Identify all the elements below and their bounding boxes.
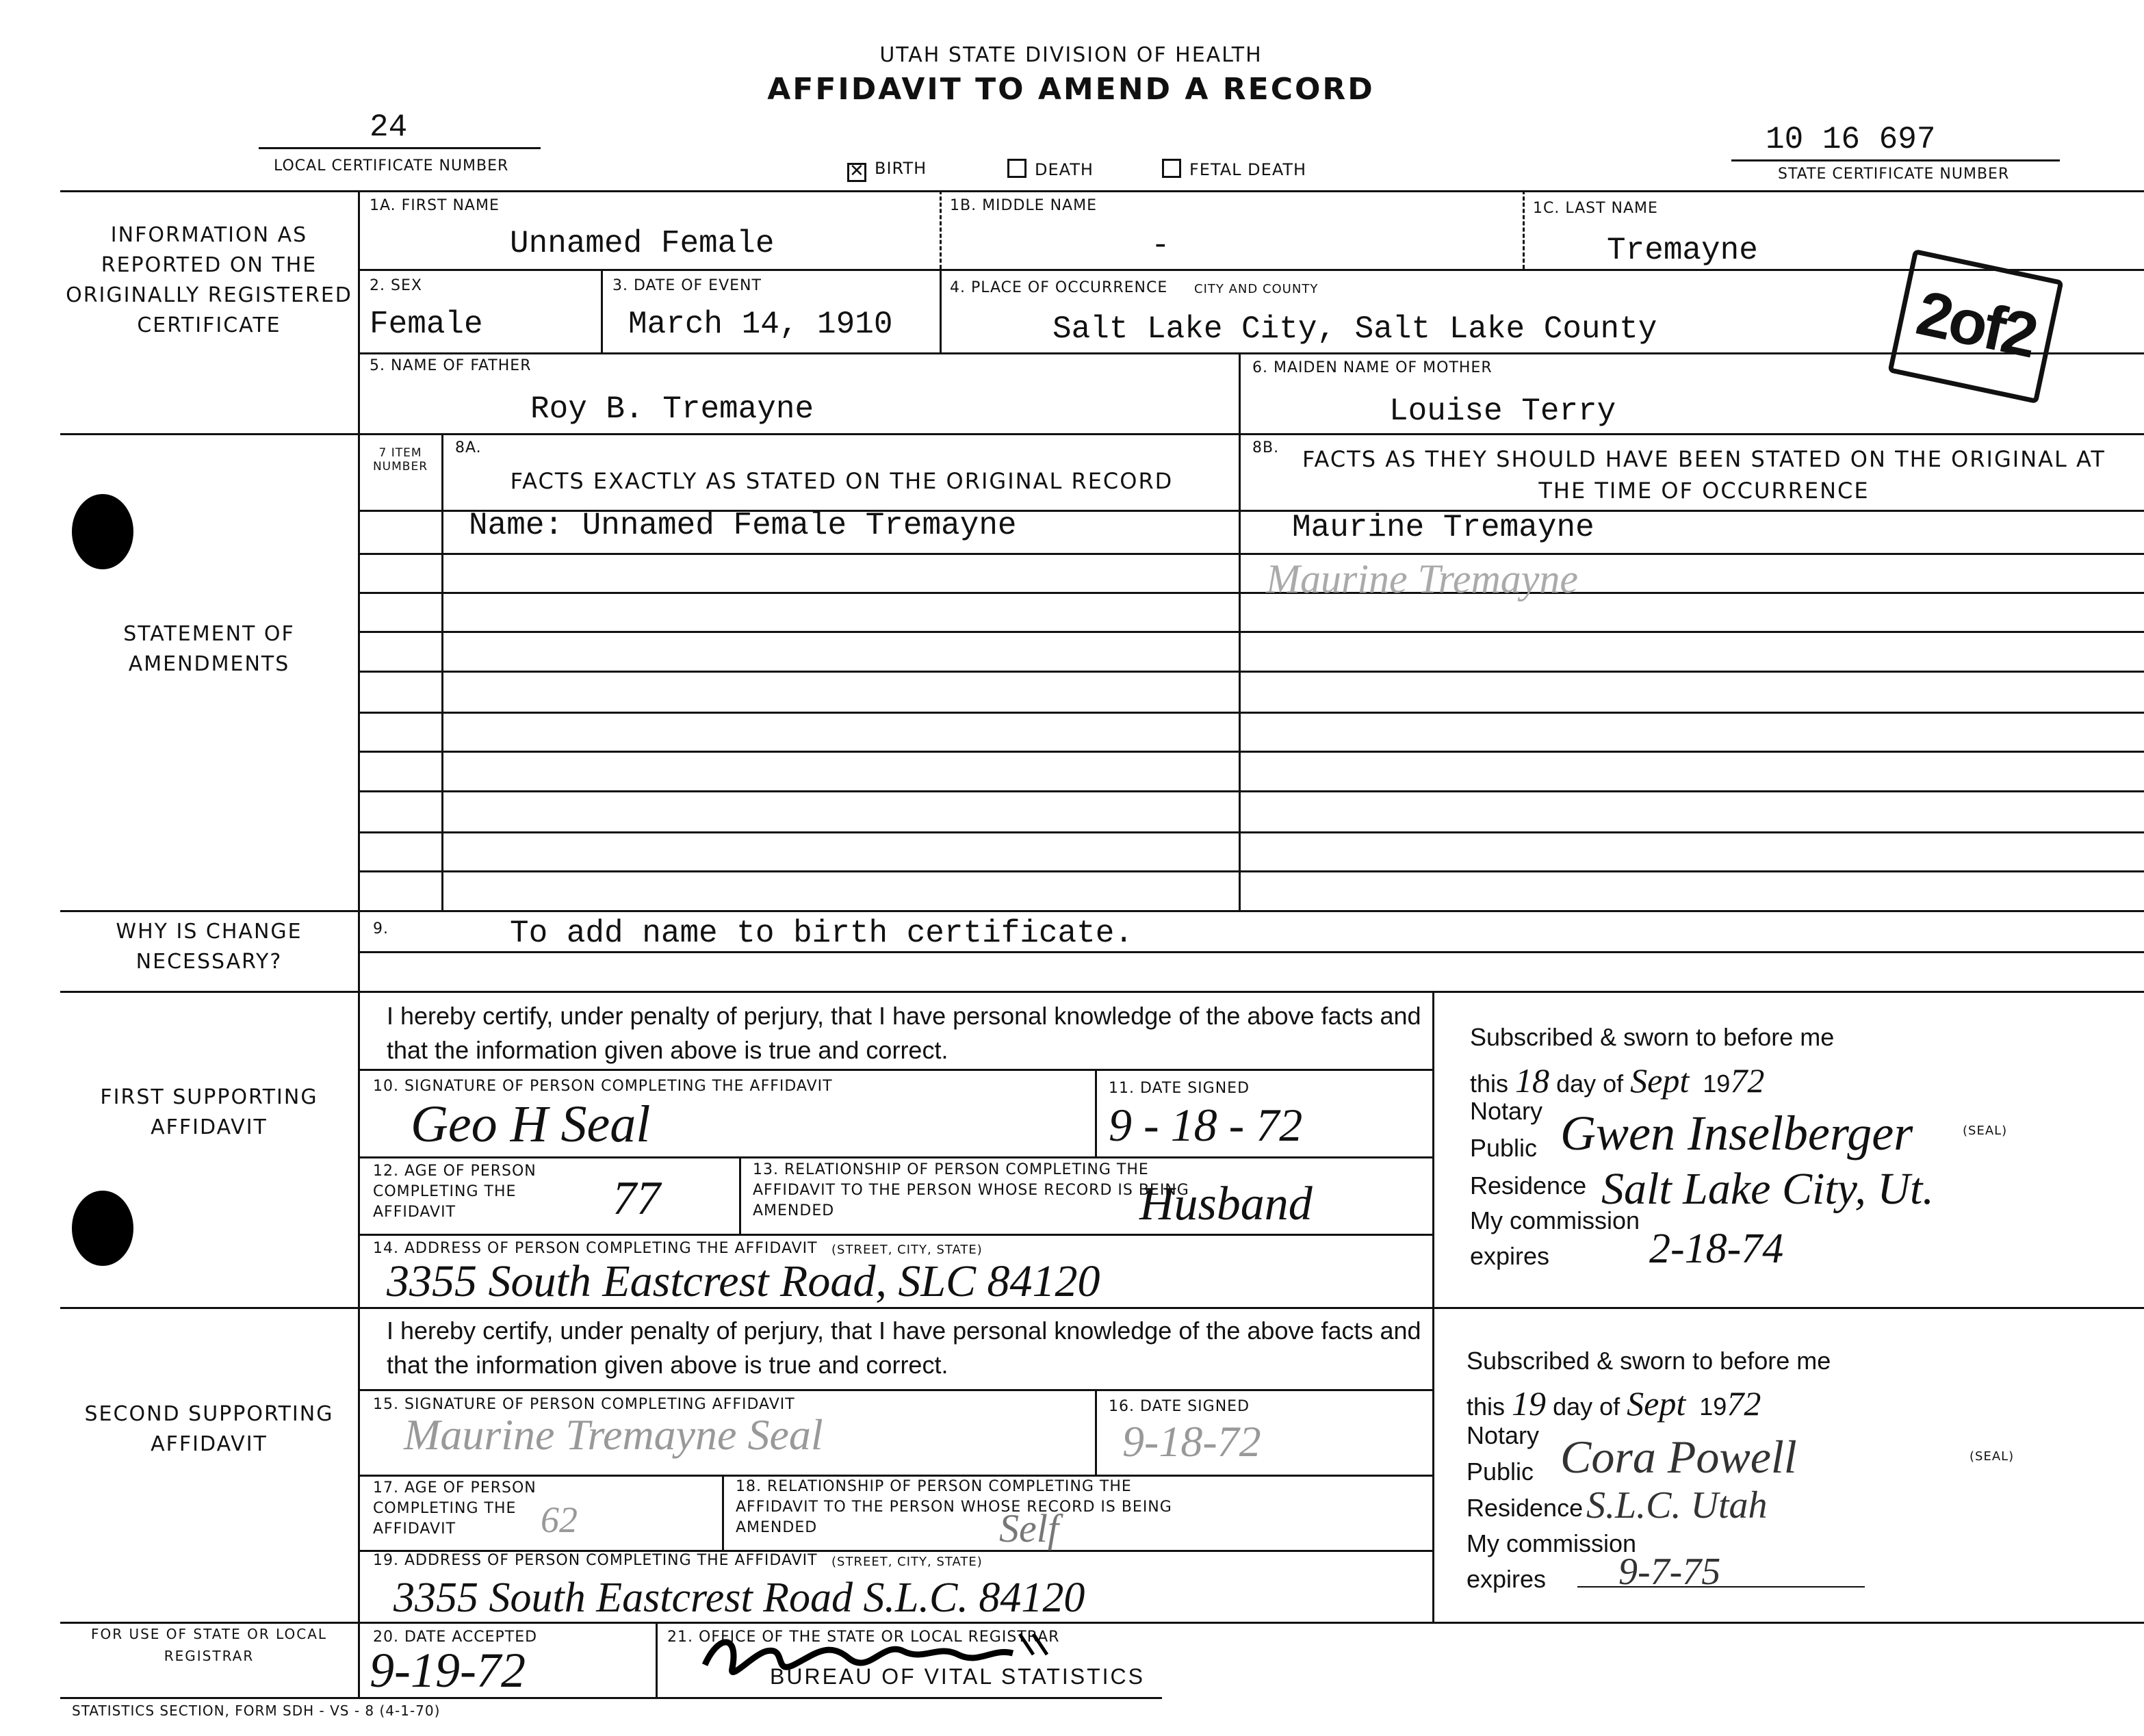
sex-value: Female [370, 307, 483, 342]
second-age: 62 [541, 1499, 578, 1540]
date-of-event-value: March 14, 1910 [628, 307, 893, 342]
first-age: 77 [612, 1172, 660, 1225]
agency-name: UTAH STATE DIVISION OF HEALTH [879, 43, 1263, 67]
col-b-title: FACTS AS THEY SHOULD HAVE BEEN STATED ON THE ORIGINAL AT THE TIME OF OCCURRENCE [1302, 446, 2106, 504]
original-fact: Name: Unnamed Female Tremayne [469, 508, 1017, 543]
first-address-label: 14. ADDRESS OF PERSON COMPLETING THE AFFIDAVIT [373, 1240, 818, 1257]
first-relationship-label: 13. RELATIONSHIP OF PERSON COMPLETING THE AFFIDAVIT TO THE PERSON WHOSE RECORD IS BEING AMENDED [753, 1161, 1189, 1219]
col-b-number: 8B. [1252, 439, 1280, 456]
last-name-value: Tremayne [1607, 233, 1758, 268]
first-signature-label: 10. SIGNATURE OF PERSON COMPLETING THE AFFIDAVIT [373, 1078, 833, 1095]
first-signature: Geo H Seal [411, 1096, 651, 1153]
sex-label: 2. SEX [370, 277, 422, 294]
form-title: AFFIDAVIT TO AMEND A RECORD [767, 72, 1375, 107]
second-date-label: 16. DATE SIGNED [1109, 1398, 1250, 1415]
col-a-number: 8A. [455, 439, 482, 456]
form-footer: STATISTICS SECTION, FORM SDH - VS - 8 (4-1-70) [72, 1702, 441, 1719]
state-certificate-number: 10 16 697 [1766, 122, 1936, 157]
second-sworn-text: Subscribed & sworn to before me [1467, 1347, 1831, 1375]
first-age-label: 12. AGE OF PERSON COMPLETING THE AFFIDAVIT [373, 1163, 537, 1221]
second-notary-date-line: this 19 day of Sept 1972 [1467, 1384, 1761, 1423]
second-signature: Maurine Tremayne Seal [404, 1410, 823, 1459]
place-value: Salt Lake City, Salt Lake County [1052, 311, 1657, 347]
section-info-label: INFORMATION AS REPORTED ON THE ORIGINALLY REGISTERED CERTIFICATE [66, 223, 352, 337]
section-why-label: WHY IS CHANGE NECESSARY? [116, 920, 302, 974]
section-second-affidavit-label: SECOND SUPPORTING AFFIDAVIT [84, 1402, 334, 1456]
first-residence-label: Residence [1470, 1171, 1587, 1200]
section-first-affidavit-label: FIRST SUPPORTING AFFIDAVIT [100, 1085, 318, 1139]
mother-value: Louise Terry [1389, 393, 1616, 429]
registrar-stamp: BUREAU OF VITAL STATISTICS [770, 1664, 1145, 1689]
first-expires: 2-18-74 [1649, 1226, 1784, 1272]
middle-name-label: 1B. MIDDLE NAME [950, 197, 1097, 214]
first-commission-label: My commission [1470, 1206, 1640, 1234]
registrar-office-label: 21. OFFICE OF THE STATE OR LOCAL REGISTRAR [667, 1629, 1060, 1646]
local-certificate-number: 24 [370, 109, 408, 145]
second-address: 3355 South Eastcrest Road S.L.C. 84120 [393, 1575, 1085, 1621]
second-residence: S.L.C. Utah [1586, 1484, 1768, 1527]
first-notary-date-line: this 18 day of Sept 1972 [1470, 1061, 1765, 1100]
middle-name-value: - [1151, 228, 1170, 263]
first-expires-label: expires [1470, 1242, 1550, 1270]
second-commission-label: My commission [1467, 1529, 1637, 1557]
second-address-sublabel: (STREET, CITY, STATE) [831, 1555, 983, 1569]
first-date-signed: 9 - 18 - 72 [1109, 1099, 1303, 1151]
second-expires: 9-7-75 [1618, 1551, 1721, 1593]
place-label: 4. PLACE OF OCCURRENCE [950, 279, 1168, 296]
second-relationship-label: 18. RELATIONSHIP OF PERSON COMPLETING THE AFFIDAVIT TO THE PERSON WHOSE RECORD IS BEING AMENDED [736, 1478, 1172, 1536]
first-notary-name: Gwen Inselberger [1560, 1106, 1913, 1161]
death-checkbox[interactable]: DEATH [1007, 159, 1094, 179]
first-certify-text: I hereby certify, under penalty of perjury, that I have personal knowledge of the above facts and that the information given above is true and correct. [387, 1002, 1421, 1064]
first-seal-label: (SEAL) [1963, 1124, 2008, 1138]
item-number-label: 7 ITEM NUMBER [372, 446, 428, 474]
birth-checkbox[interactable]: ✕ BIRTH [847, 159, 927, 182]
second-age-label: 17. AGE OF PERSON COMPLETING THE AFFIDAVIT [373, 1479, 537, 1538]
fetal-death-checkbox[interactable]: FETAL DEATH [1162, 159, 1306, 179]
second-notary-label: Notary [1467, 1421, 1540, 1449]
first-address: 3355 South Eastcrest Road, SLC 84120 [387, 1256, 1100, 1306]
last-name-label: 1C. LAST NAME [1533, 200, 1658, 217]
local-certificate-label: LOCAL CERTIFICATE NUMBER [274, 157, 509, 174]
second-residence-label: Residence [1467, 1494, 1584, 1522]
section-amend-label: STATEMENT OF AMENDMENTS [123, 622, 295, 676]
second-seal-label: (SEAL) [1969, 1449, 2015, 1464]
why-reason: To add name to birth certificate. [510, 916, 1133, 951]
first-address-sublabel: (STREET, CITY, STATE) [831, 1243, 983, 1257]
punch-hole [72, 494, 133, 569]
first-name-label: 1A. FIRST NAME [370, 197, 500, 214]
second-signature-label: 15. SIGNATURE OF PERSON COMPLETING AFFIDAVIT [373, 1396, 795, 1413]
section-registrar-label: FOR USE OF STATE OR LOCAL REGISTRAR [90, 1626, 328, 1664]
punch-hole [72, 1191, 133, 1266]
date-accepted-label: 20. DATE ACCEPTED [373, 1629, 538, 1646]
date-accepted: 9-19-72 [370, 1643, 526, 1698]
mother-label: 6. MAIDEN NAME OF MOTHER [1252, 359, 1493, 376]
father-value: Roy B. Tremayne [530, 391, 814, 427]
second-public-label: Public [1467, 1458, 1534, 1486]
second-relationship: Self [999, 1506, 1059, 1551]
corrected-fact-signature: Maurine Tremayne [1266, 556, 1579, 601]
second-address-label: 19. ADDRESS OF PERSON COMPLETING THE AFFIDAVIT [373, 1552, 818, 1569]
birth-check-icon: ✕ [847, 163, 866, 182]
col-a-title: FACTS EXACTLY AS STATED ON THE ORIGINAL RECORD [510, 468, 1174, 494]
second-certify-text: I hereby certify, under penalty of perjury, that I have personal knowledge of the above facts and that the information given above is true and correct. [387, 1317, 1421, 1379]
second-notary-name: Cora Powell [1560, 1431, 1797, 1483]
first-sworn-text: Subscribed & sworn to before me [1470, 1023, 1835, 1051]
second-expires-label: expires [1467, 1565, 1547, 1593]
date-of-event-label: 3. DATE OF EVENT [612, 277, 762, 294]
page-stamp: 2of2 [1887, 249, 2063, 404]
place-sublabel: CITY AND COUNTY [1194, 282, 1319, 296]
first-notary-label: Notary [1470, 1097, 1543, 1125]
first-name-value: Unnamed Female [510, 226, 775, 261]
first-date-label: 11. DATE SIGNED [1109, 1080, 1250, 1097]
first-relationship: Husband [1139, 1178, 1313, 1230]
first-residence: Salt Lake City, Ut. [1601, 1164, 1934, 1214]
second-date-signed: 9-18-72 [1122, 1417, 1261, 1466]
state-certificate-label: STATE CERTIFICATE NUMBER [1778, 166, 2010, 183]
corrected-fact: Maurine Tremayne [1292, 510, 1594, 545]
why-number: 9. [373, 920, 389, 937]
father-label: 5. NAME OF FATHER [370, 357, 532, 374]
first-public-label: Public [1470, 1134, 1538, 1162]
